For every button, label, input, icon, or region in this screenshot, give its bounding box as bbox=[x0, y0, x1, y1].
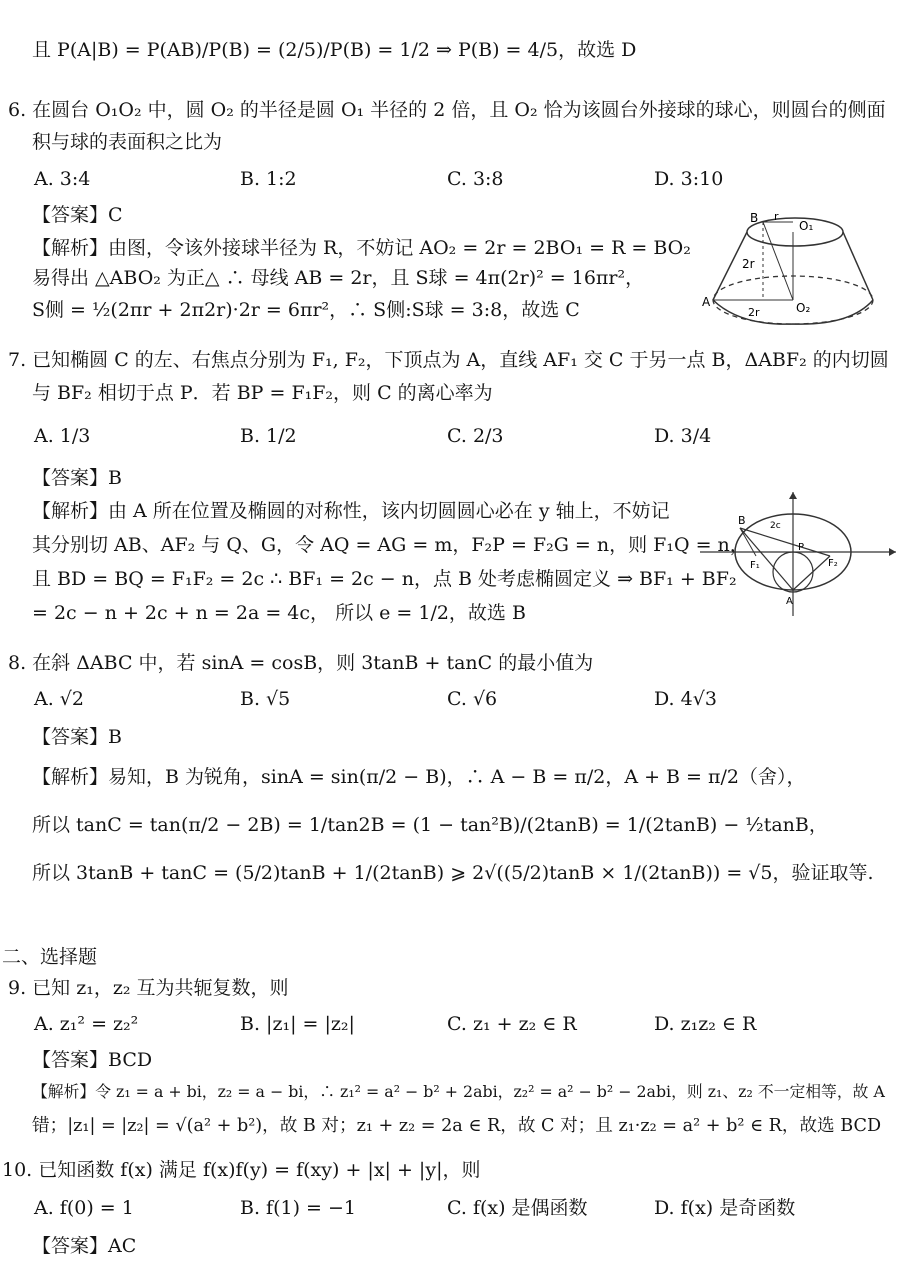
q8-option-c: C. √6 bbox=[447, 688, 498, 710]
frustum-sketch bbox=[700, 208, 880, 330]
fig7-label-a: A bbox=[786, 596, 793, 607]
q9-option-b: B. |z₁| = |z₂| bbox=[240, 1013, 355, 1035]
q8-option-d: D. 4√3 bbox=[654, 688, 717, 710]
q10-option-d: D. f(x) 是奇函数 bbox=[654, 1197, 796, 1219]
q7-stem-line-2: 与 BF₂ 相切于点 P．若 BP = F₁F₂，则 C 的离心率为 bbox=[32, 382, 493, 404]
q7-stem-line-1: 7. 已知椭圆 C 的左、右焦点分别为 F₁, F₂，下顶点为 A，直线 AF₁ 交 C 于另一点 B，ΔABF₂ 的内切圆 bbox=[8, 349, 889, 371]
q7-analysis-line-3: 且 BD = BQ = F₁F₂ = 2c ∴ BF₁ = 2c − n，点 B 处考虑椭圆定义 ⇒ BF₁ + BF₂ bbox=[32, 568, 737, 590]
q9-analysis-line-1: 【解析】令 z₁ = a + bi，z₂ = a − bi，∴ z₁² = a² − b² + 2abi，z₂² = a² − b² − 2abi，则 z₁、z₂ 不一定相等，故 A bbox=[32, 1082, 885, 1101]
fig6-label-a: A bbox=[702, 295, 711, 309]
q10-option-c: C. f(x) 是偶函数 bbox=[447, 1197, 588, 1219]
q6-analysis-line-1: 【解析】由图，令该外接球半径为 R，不妨记 AO₂ = 2r = 2BO₁ = R = BO₂ bbox=[32, 237, 691, 259]
fig7-label-f2: F₂ bbox=[828, 558, 838, 569]
q8-answer: 【答案】B bbox=[32, 726, 122, 748]
fig6-label-b: B bbox=[750, 211, 759, 225]
q7-answer: 【答案】B bbox=[32, 467, 122, 489]
q10-option-a: A. f(0) = 1 bbox=[34, 1197, 134, 1219]
ellipse-sketch bbox=[700, 490, 898, 618]
fig7-label-b: B bbox=[738, 514, 746, 527]
q8-analysis-line-2: 所以 tanC = tan(π/2 − 2B) = 1/tan2B = (1 − tan²B)/(2tanB) = 1/(2tanB) − ½tanB， bbox=[32, 814, 828, 836]
q9-option-a: A. z₁² = z₂² bbox=[34, 1013, 139, 1035]
q7-analysis-line-4: = 2c − n + 2c + n = 2a = 4c， 所以 e = 1/2，故选 B bbox=[32, 602, 526, 624]
fig7-label-f1: F₁ bbox=[750, 560, 760, 571]
q7-analysis-line-2: 其分别切 AB、AF₂ 与 Q、G，令 AQ = AG = m，F₂P = F₂G = n，则 F₁Q = n， bbox=[32, 534, 749, 556]
q6-analysis-line-3: S侧 = ½(2πr + 2π2r)·2r = 6πr²，∴ S侧:S球 = 3:8，故选 C bbox=[32, 299, 580, 321]
fig6-label-r: r bbox=[774, 210, 779, 223]
q8-option-b: B. √5 bbox=[240, 688, 291, 710]
fig7-label-2c: 2c bbox=[770, 521, 781, 531]
q8-analysis-line-3: 所以 3tanB + tanC = (5/2)tanB + 1/(2tanB) ⩾ 2√((5/2)tanB × 1/(2tanB)) = √5，验证取等. bbox=[32, 862, 874, 884]
q6-stem-line-2: 积与球的表面积之比为 bbox=[32, 131, 223, 153]
q10-option-b: B. f(1) = −1 bbox=[240, 1197, 356, 1219]
q10-stem: 10. 已知函数 f(x) 满足 f(x)f(y) = f(xy) + |x| + |y|，则 bbox=[2, 1159, 481, 1181]
section-heading: 二、选择题 bbox=[2, 946, 98, 968]
q10-answer: 【答案】AC bbox=[32, 1235, 137, 1257]
q6-option-d: D. 3:10 bbox=[654, 168, 724, 190]
q7-option-d: D. 3/4 bbox=[654, 425, 712, 447]
q6-analysis-line-2: 易得出 △ABO₂ 为正△ ∴ 母线 AB = 2r，且 S球 = 4π(2r)² = 16πr²， bbox=[32, 267, 645, 289]
q7-option-c: C. 2/3 bbox=[447, 425, 504, 447]
q7-analysis-line-1: 【解析】由 A 所在位置及椭圆的对称性，该内切圆圆心必在 y 轴上，不妨记 bbox=[32, 500, 670, 522]
q8-analysis-line-1: 【解析】易知，B 为锐角，sinA = sin(π/2 − B)，∴ A − B = π/2，A + B = π/2（舍）， bbox=[32, 766, 806, 788]
q7-option-b: B. 1/2 bbox=[240, 425, 297, 447]
q6-option-a: A. 3:4 bbox=[34, 168, 91, 190]
q6-stem-line-1: 6. 在圆台 O₁O₂ 中，圆 O₂ 的半径是圆 O₁ 半径的 2 倍，且 O₂ 恰为该圆台外接球的球心，则圆台的侧面 bbox=[8, 99, 886, 121]
fig6-label-2r-left: 2r bbox=[742, 257, 755, 271]
q9-analysis-line-2: 错；|z₁| = |z₂| = √(a² + b²)，故 B 对；z₁ + z₂ = 2a ∈ R，故 C 对；且 z₁·z₂ = a² + b² ∈ R，故选 BCD bbox=[32, 1116, 882, 1136]
q9-option-d: D. z₁z₂ ∈ R bbox=[654, 1013, 757, 1035]
fig6-label-o1: O₁ bbox=[799, 219, 814, 233]
fig6-label-o2: O₂ bbox=[796, 301, 811, 315]
fig6-label-2r-bottom: 2r bbox=[748, 306, 760, 319]
q9-stem: 9. 已知 z₁，z₂ 互为共轭复数，则 bbox=[8, 977, 289, 999]
q6-answer: 【答案】C bbox=[32, 204, 123, 226]
q7-option-a: A. 1/3 bbox=[34, 425, 91, 447]
prev-analysis-tail: 且 P(A|B) = P(AB)/P(B) = (2/5)/P(B) = 1/2 ⇒ P(B) = 4/5，故选 D bbox=[32, 39, 637, 61]
fig7-label-p: P bbox=[798, 542, 805, 553]
q8-stem: 8. 在斜 ΔABC 中，若 sinA = cosB，则 3tanB + tanC 的最小值为 bbox=[8, 652, 594, 674]
q9-option-c: C. z₁ + z₂ ∈ R bbox=[447, 1013, 577, 1035]
q6-option-c: C. 3:8 bbox=[447, 168, 504, 190]
q8-option-a: A. √2 bbox=[34, 688, 84, 710]
q6-option-b: B. 1:2 bbox=[240, 168, 297, 190]
q9-answer: 【答案】BCD bbox=[32, 1049, 153, 1071]
